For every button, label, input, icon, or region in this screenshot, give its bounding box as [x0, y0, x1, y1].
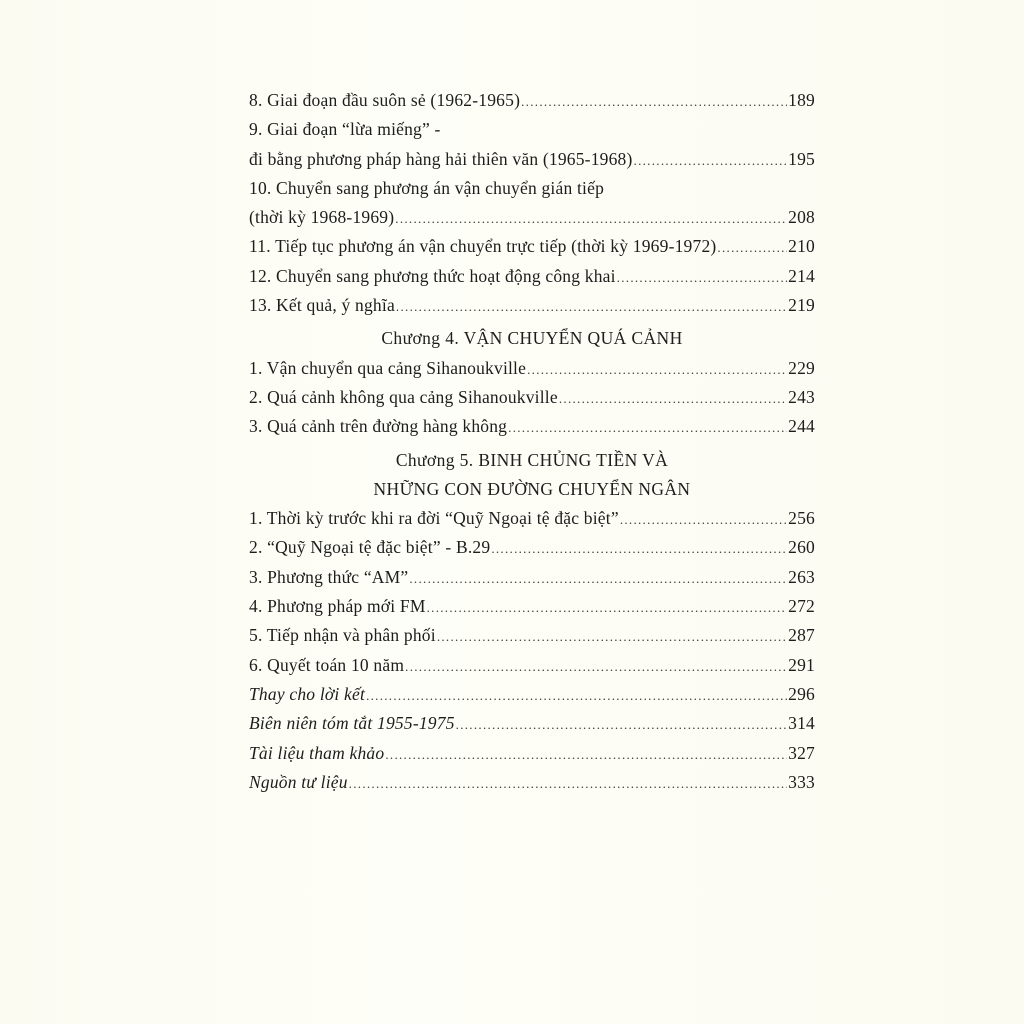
toc-entry	[249, 709, 815, 738]
toc-entry	[249, 291, 815, 320]
toc-entry	[249, 232, 815, 261]
toc-entry-page: 214	[788, 265, 815, 286]
toc-entry	[249, 203, 815, 232]
toc-entry	[249, 651, 815, 680]
dot-leader	[396, 292, 787, 321]
toc-entry	[249, 412, 815, 441]
toc-entry-page: 260	[788, 537, 815, 558]
table-of-contents	[249, 86, 815, 797]
toc-entry	[249, 533, 815, 562]
dot-leader	[366, 681, 787, 710]
dot-leader	[395, 204, 787, 233]
toc-entry-page: 272	[788, 596, 815, 617]
toc-entry	[249, 174, 815, 203]
toc-entry	[249, 592, 815, 621]
toc-entry-page: 291	[788, 654, 815, 675]
toc-entry-page: 263	[788, 566, 815, 587]
toc-entry-title: 2. Quá cảnh không qua cảng Sihanoukville	[249, 386, 558, 407]
dot-leader	[617, 263, 787, 292]
dot-leader	[427, 593, 788, 622]
toc-entry-page: 333	[788, 771, 815, 792]
toc-entry-title: Thay cho lời kết	[249, 683, 366, 704]
dot-leader	[527, 355, 787, 384]
toc-entry-title: 13. Kết quả, ý nghĩa	[249, 295, 395, 316]
dot-leader	[349, 769, 787, 798]
toc-entry-page: 327	[788, 742, 815, 763]
chapter-heading	[249, 446, 815, 475]
toc-entry-title: 1. Vận chuyển qua cảng Sihanoukville	[249, 357, 527, 378]
toc-entry-page: 287	[788, 625, 815, 646]
toc-entry-title: Nguồn tư liệu	[249, 771, 348, 792]
toc-entry-page: 208	[788, 207, 815, 228]
toc-entry-title: 6. Quyết toán 10 năm	[249, 654, 405, 675]
dot-leader	[508, 413, 787, 442]
toc-entry-title: Biên niên tóm tắt 1955-1975	[249, 713, 455, 734]
toc-entry-page: 296	[788, 683, 815, 704]
toc-entry-title: 3. Quá cảnh trên đường hàng không	[249, 416, 508, 437]
toc-entry-title: 10. Chuyển sang phương án vận chuyển gián tiếp	[249, 177, 605, 198]
chapter-heading	[249, 475, 815, 504]
toc-entry-page: 219	[788, 295, 815, 316]
chapter-heading	[249, 324, 815, 353]
toc-entry-title: 8. Giai đoạn đầu suôn sẻ (1962-1965)	[249, 90, 521, 110]
dot-leader	[385, 740, 787, 769]
dot-leader	[491, 534, 787, 563]
dot-leader	[634, 146, 788, 175]
dot-leader	[717, 233, 787, 262]
toc-entry	[249, 145, 815, 174]
toc-entry-title: 12. Chuyển sang phương thức hoạt động công khai	[249, 265, 616, 286]
toc-entry-title: Tài liệu tham khảo	[249, 742, 385, 763]
toc-entry	[249, 680, 815, 709]
dot-leader	[437, 622, 787, 651]
toc-entry	[249, 354, 815, 383]
dot-leader	[409, 564, 787, 593]
toc-entry	[249, 739, 815, 768]
toc-entry-page: 229	[788, 357, 815, 378]
toc-entry	[249, 262, 815, 291]
toc-entry-page: 210	[788, 236, 815, 257]
toc-entry-page: 244	[788, 416, 815, 437]
toc-entry-page: 256	[788, 508, 815, 529]
toc-entry-page: 195	[788, 148, 815, 169]
toc-entry-title: 5. Tiếp nhận và phân phối	[249, 625, 436, 646]
toc-entry-title: đi bằng phương pháp hàng hải thiên văn (1965-1968)	[249, 148, 633, 169]
toc-entry-title: 4. Phương pháp mới FM	[249, 596, 426, 617]
toc-entry	[249, 504, 815, 533]
toc-entry	[249, 621, 815, 650]
toc-entry	[249, 86, 815, 115]
dot-leader	[620, 505, 787, 534]
toc-entry	[249, 563, 815, 592]
toc-entry-title: (thời kỳ 1968-1969)	[249, 207, 395, 228]
dot-leader	[456, 710, 787, 739]
chapter-5-heading-line-2: NHỮNG CON ĐƯỜNG CHUYỂN NGÂN	[373, 478, 691, 499]
toc-entry-page: 189	[788, 90, 815, 110]
toc-entry-title: 2. “Quỹ Ngoại tệ đặc biệt” - B.29	[249, 537, 491, 558]
chapter-5-heading-line-1: Chương 5. BINH CHỦNG TIỀN VÀ	[395, 449, 669, 470]
dot-leader	[559, 384, 787, 413]
toc-entry	[249, 768, 815, 797]
toc-entry-title: 11. Tiếp tục phương án vận chuyển trực tiếp (thời kỳ 1969-1972)	[249, 236, 717, 257]
toc-entry-title: 3. Phương thức “AM”	[249, 566, 409, 587]
dot-leader	[521, 87, 787, 116]
toc-entry-page: 243	[788, 386, 815, 407]
toc-entry	[249, 383, 815, 412]
toc-entry-page: 314	[788, 713, 815, 734]
toc-entry-title: 1. Thời kỳ trước khi ra đời “Quỹ Ngoại tệ đặc biệt”	[249, 508, 619, 529]
toc-entry	[249, 115, 815, 144]
dot-leader	[405, 652, 787, 681]
toc-entry-title: 9. Giai đoạn “lừa miếng” -	[249, 119, 441, 140]
chapter-4-heading: Chương 4. VẬN CHUYỂN QUÁ CẢNH	[381, 328, 683, 349]
